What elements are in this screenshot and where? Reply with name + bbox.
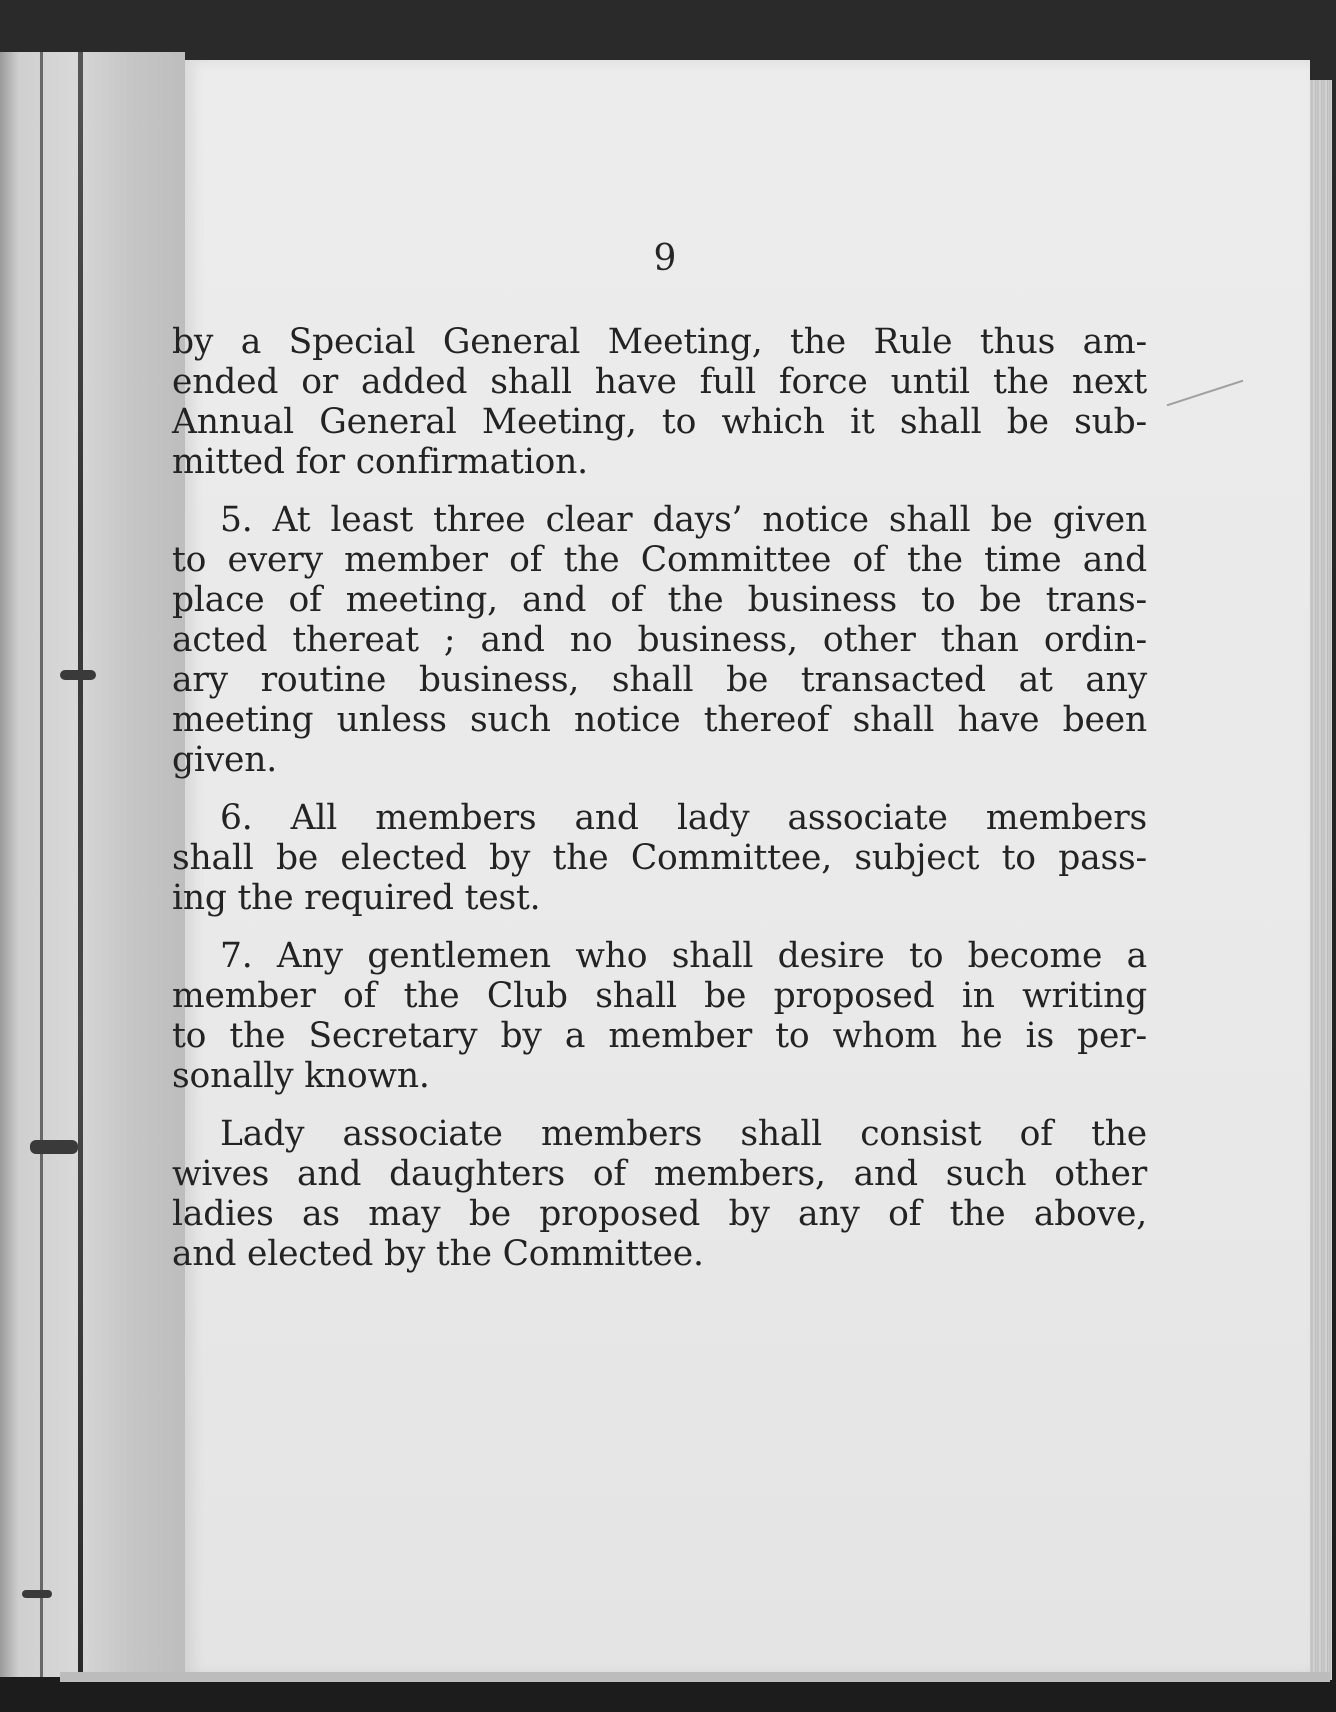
paragraph-rule-7 [172,936,1147,1096]
text-line: 5. At least three clear days’ notice shall be given [220,500,1147,540]
binding-gutter [0,52,185,1677]
text-line: given. [172,740,278,780]
page-number: 9 [653,238,677,279]
text-line: acted thereat ; and no business, other than ordin- [172,620,1147,660]
text-line: mitted for confirmation. [172,442,588,482]
text-line: sonally known. [172,1056,430,1096]
text-line: 7. Any gentlemen who shall desire to become a [220,936,1147,976]
binding-stitch [60,670,96,680]
text-line: member of the Club shall be proposed in writing [172,976,1147,1016]
text-line: ing the required test. [172,878,541,918]
text-line: by a Special General Meeting, the Rule thus am- [172,322,1147,362]
text-line: wives and daughters of members, and such other [172,1154,1147,1194]
paragraph-rule-5 [172,500,1147,780]
text-line: ary routine business, shall be transacted at any [172,660,1147,700]
text-line: 6. All members and lady associate members [220,798,1147,838]
page-bottom-edge [60,1672,1330,1682]
text-line: to every member of the Committee of the time and [172,540,1147,580]
text-line: shall be elected by the Committee, subject to pass- [172,838,1147,878]
text-line: to the Secretary by a member to whom he is per- [172,1016,1147,1056]
paragraph-rule-6 [172,798,1147,918]
text-line: ended or added shall have full force until the next [172,362,1147,402]
paragraph-lady-associates [172,1114,1147,1274]
text-line: Annual General Meeting, to which it shall be sub- [172,402,1147,442]
binding-stitch [22,1590,52,1598]
page-body-text [172,322,1147,1292]
text-line: Lady associate members shall consist of the [220,1114,1147,1154]
binding-edge-line [40,52,43,1677]
text-line: meeting unless such notice thereof shall have been [172,700,1147,740]
page-edges [1310,80,1332,1680]
text-line: place of meeting, and of the business to be trans- [172,580,1147,620]
text-line: ladies as may be proposed by any of the above, [172,1194,1147,1234]
text-line: and elected by the Committee. [172,1234,704,1274]
binding-thread [78,52,83,1677]
binding-stitch [30,1140,78,1154]
paragraph [172,322,1147,482]
